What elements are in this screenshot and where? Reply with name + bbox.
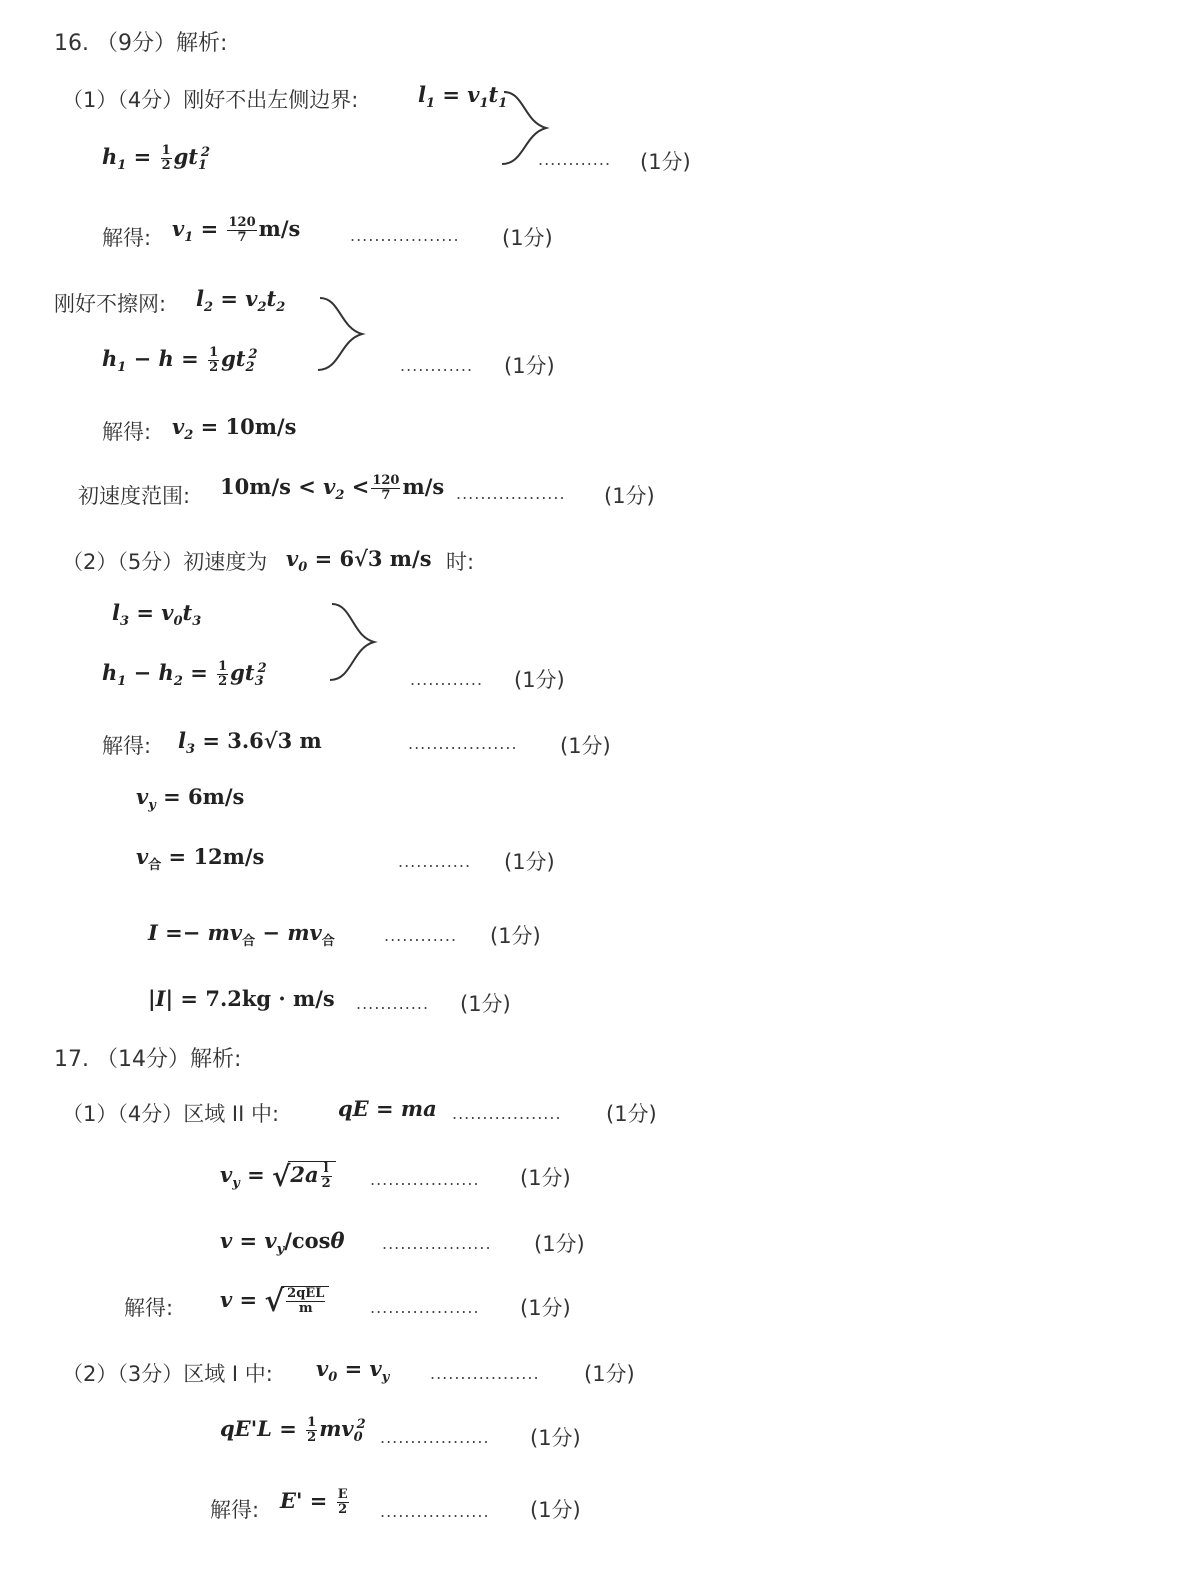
q16-score: (1分) (640, 150, 691, 174)
q16-range-label: 初速度范围: (78, 484, 191, 508)
q16-eq-vhe: $v_合 = 12m/s$ (136, 844, 265, 874)
q17-eq-v: $v = v_y$/cosθ (220, 1228, 345, 1258)
leader-dots: .................. (350, 226, 460, 245)
q16-part1b-label: 刚好不擦网: (54, 292, 167, 316)
leader-dots: .................. (456, 484, 566, 503)
q17-score: (1分) (530, 1498, 581, 1522)
q16-score: (1分) (504, 354, 555, 378)
q17-eq-energy: qE'L = $\frac{1}{2}$ $mv_0^2$ (220, 1415, 366, 1446)
q17-solve-v: v = √ $\frac{\text{2qEL}}{m}$ (220, 1284, 329, 1319)
leader-dots: ............ (384, 926, 458, 945)
leader-dots: ............ (400, 356, 474, 375)
q16-eq-abs-impulse: |I| = 7.2kg · m/s (148, 986, 335, 1011)
q16-score: (1分) (490, 924, 541, 948)
q17-solve-label: 解得: (210, 1498, 260, 1522)
q16-part2-label: （2）（5分）初速度为 (62, 550, 268, 574)
leader-dots: ............ (356, 994, 430, 1013)
q16-solve-label: 解得: (102, 420, 152, 444)
q16-solve-v2: $v_2 = 10m/s$ (172, 414, 297, 444)
q16-heading: 16. （9分）解析: (54, 31, 228, 56)
q16-eq-l3: $l_3 = v_0t_3$ (112, 600, 202, 630)
q16-eq-h1-h2: $h_1 - h_2$ = $\frac{1}{2}$ $gt_3^2$ (102, 659, 267, 690)
q17-score: (1分) (520, 1166, 571, 1190)
q16-eq-h1: $h_1$ = $\frac{1}{2}$ $gt_1^2$ (102, 143, 211, 174)
leader-dots: .................. (370, 1298, 480, 1317)
q17-eq-v0: $v_0 = v_y$ (316, 1356, 390, 1386)
leader-dots: .................. (380, 1502, 490, 1521)
q16-solve-label: 解得: (102, 734, 152, 758)
brace-icon (314, 292, 370, 376)
q17-score: (1分) (606, 1102, 657, 1126)
q17-part1-label: （1）（4分）区域 II 中: (62, 1102, 280, 1126)
leader-dots: ............ (410, 670, 484, 689)
leader-dots: .................. (370, 1170, 480, 1189)
q16-score: (1分) (460, 992, 511, 1016)
q17-solve-e: E' = $\frac{E}{2}$ (280, 1487, 348, 1517)
q17-score: (1分) (520, 1296, 571, 1320)
q17-part2-label: （2）（3分）区域 I 中: (62, 1362, 273, 1386)
q16-score: (1分) (504, 850, 555, 874)
q16-part1-label: （1）（4分）刚好不出左侧边界: (62, 88, 359, 112)
q16-part2-when: 时: (446, 550, 475, 574)
q17-score: (1分) (584, 1362, 635, 1386)
q16-score: (1分) (604, 484, 655, 508)
q16-eq-vy: $v_y = 6m/s$ (136, 784, 245, 814)
q16-score: (1分) (502, 226, 553, 250)
q16-score: (1分) (514, 668, 565, 692)
brace-icon (326, 598, 382, 686)
q16-eq-h1-h: $h_1 - h$ = $\frac{1}{2}$ $gt_2^2$ (102, 345, 258, 376)
q17-score: (1分) (534, 1232, 585, 1256)
q17-score: (1分) (530, 1426, 581, 1450)
q17-solve-label: 解得: (124, 1296, 174, 1320)
leader-dots: ............ (398, 852, 472, 871)
leader-dots: .................. (382, 1234, 492, 1253)
q16-solve-label: 解得: (102, 226, 152, 250)
q16-part2-cond: $v_0 = 6√3$ m/s (286, 546, 432, 576)
q16-solve-l3: $l_3 = 3.6√3$ m (178, 728, 322, 758)
q17-heading: 17. （14分）解析: (54, 1047, 242, 1072)
leader-dots: ............ (538, 150, 612, 169)
leader-dots: .................. (430, 1364, 540, 1383)
leader-dots: .................. (452, 1104, 562, 1123)
q17-eq-force: qE = ma (338, 1096, 437, 1121)
q16-eq-l2: $l_2 = v_2t_2$ (196, 286, 286, 316)
q16-eq-impulse: $I =- mv_合 - mv_合$ (148, 920, 335, 950)
q17-eq-vy: $v_y = √2a$ $\frac{l}{2}$ (220, 1160, 336, 1193)
leader-dots: .................. (408, 734, 518, 753)
q16-range-eq: $10m/s < v_2$ < $\frac{120}{7}$ m/s (220, 473, 445, 504)
q16-solve-v1: $v_1$ = $\frac{120}{7}$ m/s (172, 215, 301, 246)
q16-eq-l1: $l_1 = v_1t_1$ (418, 82, 508, 112)
leader-dots: .................. (380, 1428, 490, 1447)
q16-score: (1分) (560, 734, 611, 758)
